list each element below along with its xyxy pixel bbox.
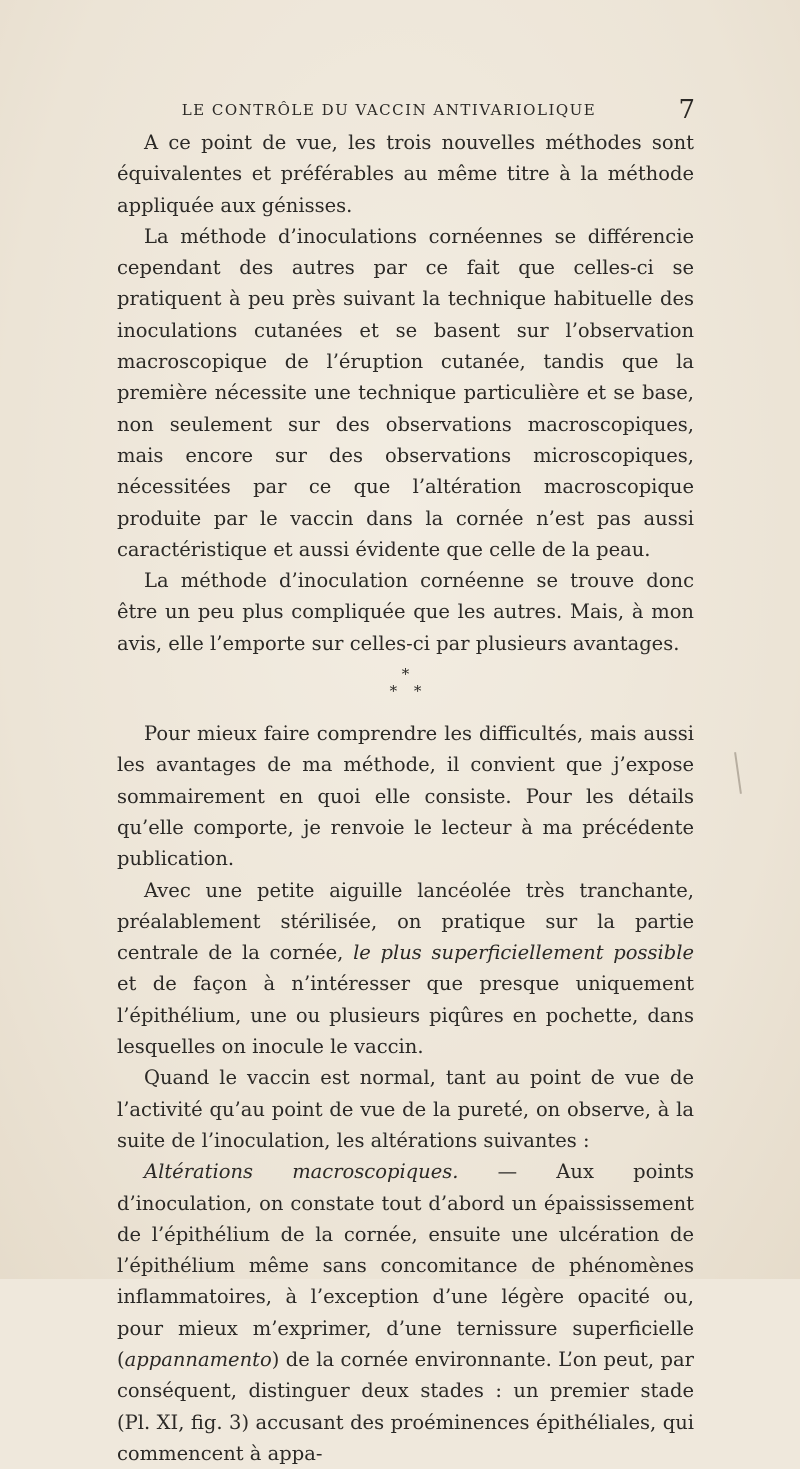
section-asterism (117, 659, 694, 718)
paragraph-5-text-b: et de façon à n’intéresser que presque uniquement l’épithélium, une ou plusieurs piqûres en pochette, dans lesquelles on inocule le vaccin. (117, 972, 694, 1059)
paragraph-1: A ce point de vue, les trois nouvelles méthodes sont équivalentes et préférables au même titre à la méthode appliquée aux génisses. (117, 131, 694, 217)
asterism-bottom-row (117, 683, 694, 700)
paragraph-2: La méthode d’inoculations cornéennes se différencie cependant des autres par ce fait que celles-ci se pratiquent à peu près suivant la technique habituelle des inoculations cutanées et se basent sur l’observation macroscopique de l’éruption cutanée, tandis que la première nécessite une technique particulière et se base, non seulement sur des observations macroscopiques, mais encore sur des observations microscopiques, nécessitées par ce que l’altération macroscopique produite par le vaccin dans la cornée n’est pas aussi caractéristique et aussi évidente que celle de la peau. (117, 224, 694, 561)
paragraph-7 (117, 1156, 694, 1469)
page-number: 7 (678, 95, 695, 125)
paragraph-5-text-a: Avec une petite aiguille lancéolée très tranchante, préalablement stérilisée, on pratique sur la partie centrale de la cornée, (117, 878, 694, 965)
page-header (115, 95, 695, 125)
paragraph-7-heading: Altérations macroscopiques. (144, 1160, 459, 1184)
paragraph-7-text-a: — Aux points d’inoculation, on constate tout d’abord un épaississement de l’épithélium de la cornée, ensuite une ulcération de l’épithélium même sans concomitance de phénomènes inflammatoires, à l’exception d’une légère opacité ou, pour mieux m’exprimer, d’une ternissure superficielle ( (117, 1160, 694, 1371)
asterism-right-star: * (413, 682, 422, 701)
running-head: LE CONTRÔLE DU VACCIN ANTIVARIOLIQUE (181, 101, 597, 119)
paragraph-6: Quand le vaccin est normal, tant au point de vue de l’activité qu’au point de vue de la pureté, on observe, à la suite de l’inoculation, les altérations suivantes : (117, 1066, 694, 1152)
paragraph-5-emphasis: le plus superficiellement possible (353, 941, 694, 965)
paragraph-3: La méthode d’inoculation cornéenne se trouve donc être un peu plus compliquée que les autres. Mais, à mon avis, elle l’emporte sur celles-ci par plusieurs avantages. (117, 569, 694, 655)
paragraph-7-text-b: ) de la cornée environnante. L’on peut, par conséquent, distinguer deux stades : un premier stade (Pl. XI, fig. 3) accusant des proéminences épithéliales, qui commencent à appa- (117, 1347, 694, 1465)
paragraph-4: Pour mieux faire comprendre les difficultés, mais aussi les avantages de ma méthode, il convient que j’expose sommairement en quoi elle consiste. Pour les détails qu’elle comporte, je renvoie le lecteur à ma précédente publication. (117, 722, 694, 871)
asterism-top-star: * (401, 665, 410, 684)
margin-pencil-mark (734, 752, 742, 794)
paragraph-5 (117, 875, 694, 1063)
body-text (117, 127, 694, 1469)
asterism-left-star: * (389, 682, 398, 701)
paragraph-7-emphasis: appannamento (124, 1347, 272, 1371)
